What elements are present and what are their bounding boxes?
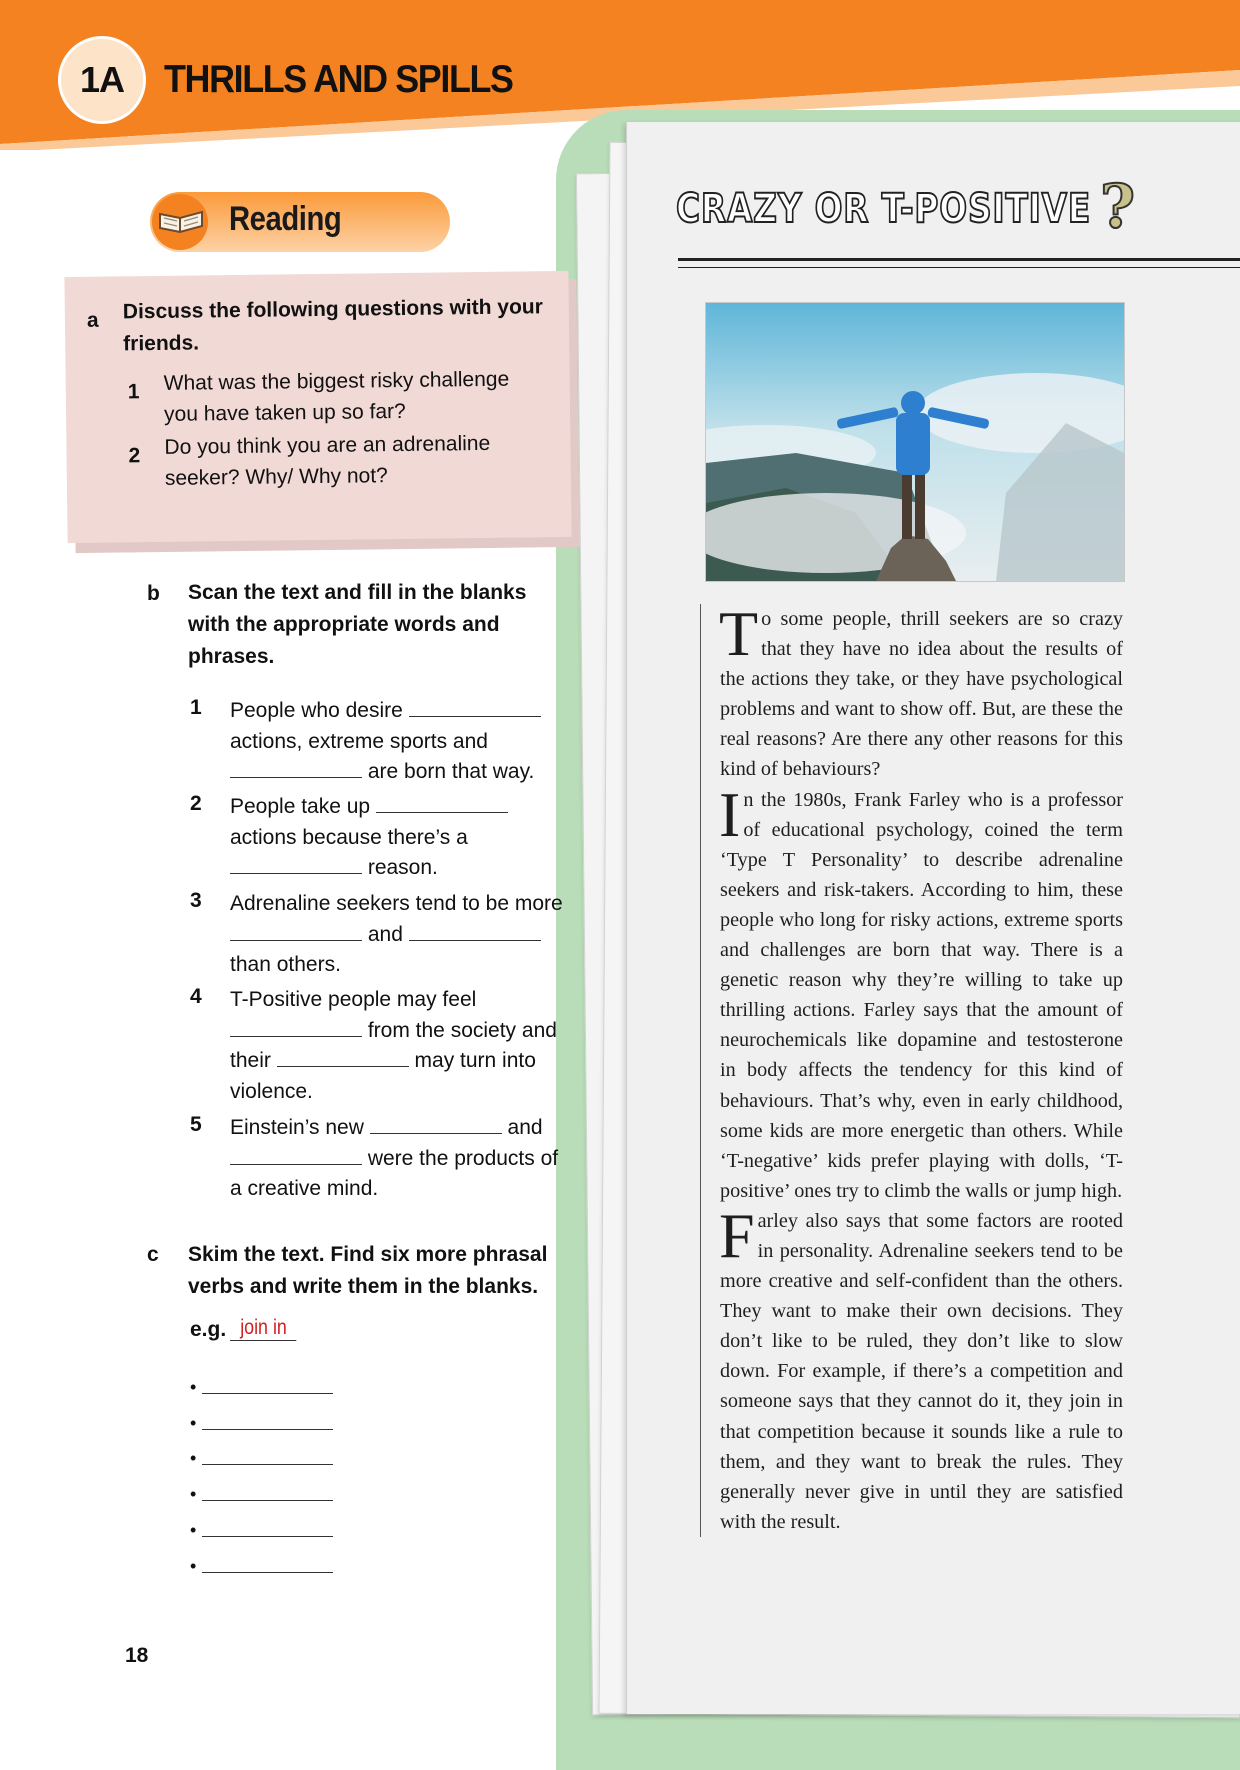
answer-line[interactable]	[190, 1516, 335, 1538]
article-body	[700, 598, 1123, 1537]
question-line: What was the biggest risky challenge	[163, 367, 510, 395]
item-fragment: may turn into	[408, 1049, 536, 1072]
answer-line[interactable]	[190, 1444, 335, 1466]
title-divider	[678, 258, 1240, 268]
answer-blank[interactable]	[202, 1393, 333, 1394]
item-fragment: Einstein’s new	[230, 1116, 370, 1139]
answer-line[interactable]	[190, 1480, 335, 1502]
article-photo	[705, 302, 1125, 582]
item-fragment: from the society and	[362, 1018, 557, 1042]
question-text	[164, 427, 565, 494]
instruction-line: with the appropriate words and	[188, 613, 500, 636]
answer-blank[interactable]	[202, 1464, 333, 1465]
item-number: 4	[190, 985, 202, 1008]
item-number: 2	[190, 792, 202, 815]
article-title: CRAZY OR T-POSITIVE	[676, 186, 1092, 232]
answer-blank[interactable]	[370, 1115, 502, 1134]
item-fragment: were the products of	[362, 1146, 559, 1170]
article-paragraph	[719, 1199, 1123, 1537]
unit-badge: 1A	[58, 36, 146, 124]
instruction-line: phrases.	[188, 645, 275, 668]
answer-blank[interactable]	[202, 1500, 333, 1501]
exercise-instruction	[123, 291, 564, 360]
item-fragment: are born that way.	[362, 760, 535, 783]
instruction-line: Skim the text. Find six more phrasal	[188, 1243, 548, 1266]
item-fragment: T-Positive people may feel	[230, 988, 477, 1011]
bullet: •	[190, 1413, 197, 1433]
answer-blank[interactable]	[230, 1018, 362, 1037]
answer-line[interactable]	[190, 1552, 335, 1574]
paragraph-text: o some people, thrill seekers are so crazy that they have no idea about the results of the actions they take, or they have psychological problems and want to show off. But, are these the real reasons? Are there any other reasons for this kind of behaviours?	[720, 608, 1123, 781]
item-fragment: actions, extreme sports and	[230, 729, 488, 753]
instruction-line: verbs and write them in the blanks.	[188, 1275, 539, 1298]
instruction-line: Scan the text and fill in the blanks	[188, 581, 527, 604]
exercise-letter: c	[147, 1243, 159, 1266]
question-number: 2	[128, 444, 141, 468]
item-text	[230, 1113, 602, 1205]
item-fragment: and	[362, 922, 409, 946]
item-fragment: than others.	[230, 953, 341, 976]
bullet: •	[190, 1556, 197, 1576]
unit-title: THRILLS AND SPILLS	[164, 58, 513, 101]
answer-line[interactable]	[190, 1373, 335, 1395]
exercise-a	[64, 271, 571, 543]
answer-blank[interactable]	[230, 1146, 362, 1165]
item-fragment: a creative mind.	[230, 1177, 379, 1200]
item-number: 3	[190, 889, 202, 912]
article-paragraph	[719, 778, 1123, 1206]
item-text	[230, 985, 602, 1107]
answer-blank[interactable]	[230, 759, 362, 778]
item-fragment: People take up	[230, 795, 376, 818]
item-fragment: their	[230, 1049, 277, 1072]
answer-blank[interactable]	[376, 794, 508, 813]
item-fragment: reason.	[362, 856, 438, 879]
item-fragment: Adrenaline seekers tend to be more	[230, 892, 563, 915]
exercise-letter: a	[86, 308, 99, 332]
question-text	[164, 363, 565, 430]
example-answer: join in	[230, 1316, 296, 1341]
item-number: 1	[190, 696, 202, 719]
drop-cap: I	[719, 778, 741, 850]
item-fragment: and	[501, 1116, 543, 1139]
bullet: •	[190, 1448, 197, 1468]
item-fragment: People who desire	[230, 699, 409, 722]
example-label: e.g.	[190, 1318, 227, 1341]
article-paragraph	[719, 598, 1123, 785]
answer-blank[interactable]	[409, 698, 541, 717]
bullet: •	[190, 1520, 197, 1540]
instruction-line: Discuss the following questions with your	[122, 295, 543, 324]
item-text	[230, 792, 602, 884]
question-line: you have taken up so far?	[163, 399, 406, 426]
answer-blank[interactable]	[202, 1572, 333, 1573]
answer-blank[interactable]	[409, 922, 541, 941]
paragraph-text: arley also says that some factors are rooted in personality. Adrenaline seekers tend to be more creative and self-confident than the others. They want to make their own decisions. They don’t like to be ruled, they don’t like to slow down. For example, if there’s a competition and someone says that they cannot do it, they join in that competition because it sounds like a rule to them, and they want to break the rules. They generally never give in until they are satisfied with the result.	[720, 1209, 1123, 1533]
drop-cap: F	[719, 1199, 755, 1271]
item-text	[230, 696, 602, 788]
paragraph-text: n the 1980s, Frank Farley who is a professor of educational psychology, coined the term ‘Type T Personality’ to describe adrenaline seekers and risk-takers. According to him, these people who long for risky actions, extreme sports and challenges are born that way. There is a genetic reason why they’re willing to take up thrilling actions. Farley says that the amount of neurochemicals like dopamine and testosterone in body affects the tendency for this kind of behaviours. That’s why, even in early childhood, some kids are more energetic than others. While ‘T-negative’ kids prefer playing with dolls, ‘T-positive’ ones try to climb the walls or jump high.	[720, 788, 1123, 1202]
question-number: 1	[127, 380, 140, 404]
instruction-line: friends.	[123, 331, 200, 356]
item-text	[230, 889, 602, 981]
item-fragment: violence.	[230, 1079, 313, 1103]
open-book-icon	[150, 192, 214, 252]
page-number: 18	[125, 1644, 149, 1667]
exercise-instruction	[188, 1239, 588, 1303]
question-line: seeker? Why/ Why not?	[164, 464, 388, 490]
answer-blank[interactable]	[202, 1429, 333, 1430]
answer-line[interactable]	[190, 1409, 335, 1431]
drop-cap: T	[719, 598, 759, 669]
item-number: 5	[190, 1113, 202, 1136]
answer-blank[interactable]	[230, 855, 362, 874]
bullet: •	[190, 1484, 197, 1504]
bullet: •	[190, 1377, 197, 1397]
exercise-letter: b	[147, 582, 160, 605]
answer-blank[interactable]	[277, 1048, 409, 1067]
answer-blank[interactable]	[202, 1536, 333, 1537]
question-mark-icon: ?	[1100, 172, 1136, 242]
answer-blank[interactable]	[230, 922, 362, 941]
question-line: Do you think you are an adrenaline	[164, 431, 491, 459]
section-label: Reading	[229, 200, 342, 238]
exercise-instruction	[188, 577, 588, 673]
item-fragment: actions because there’s a	[230, 825, 468, 849]
